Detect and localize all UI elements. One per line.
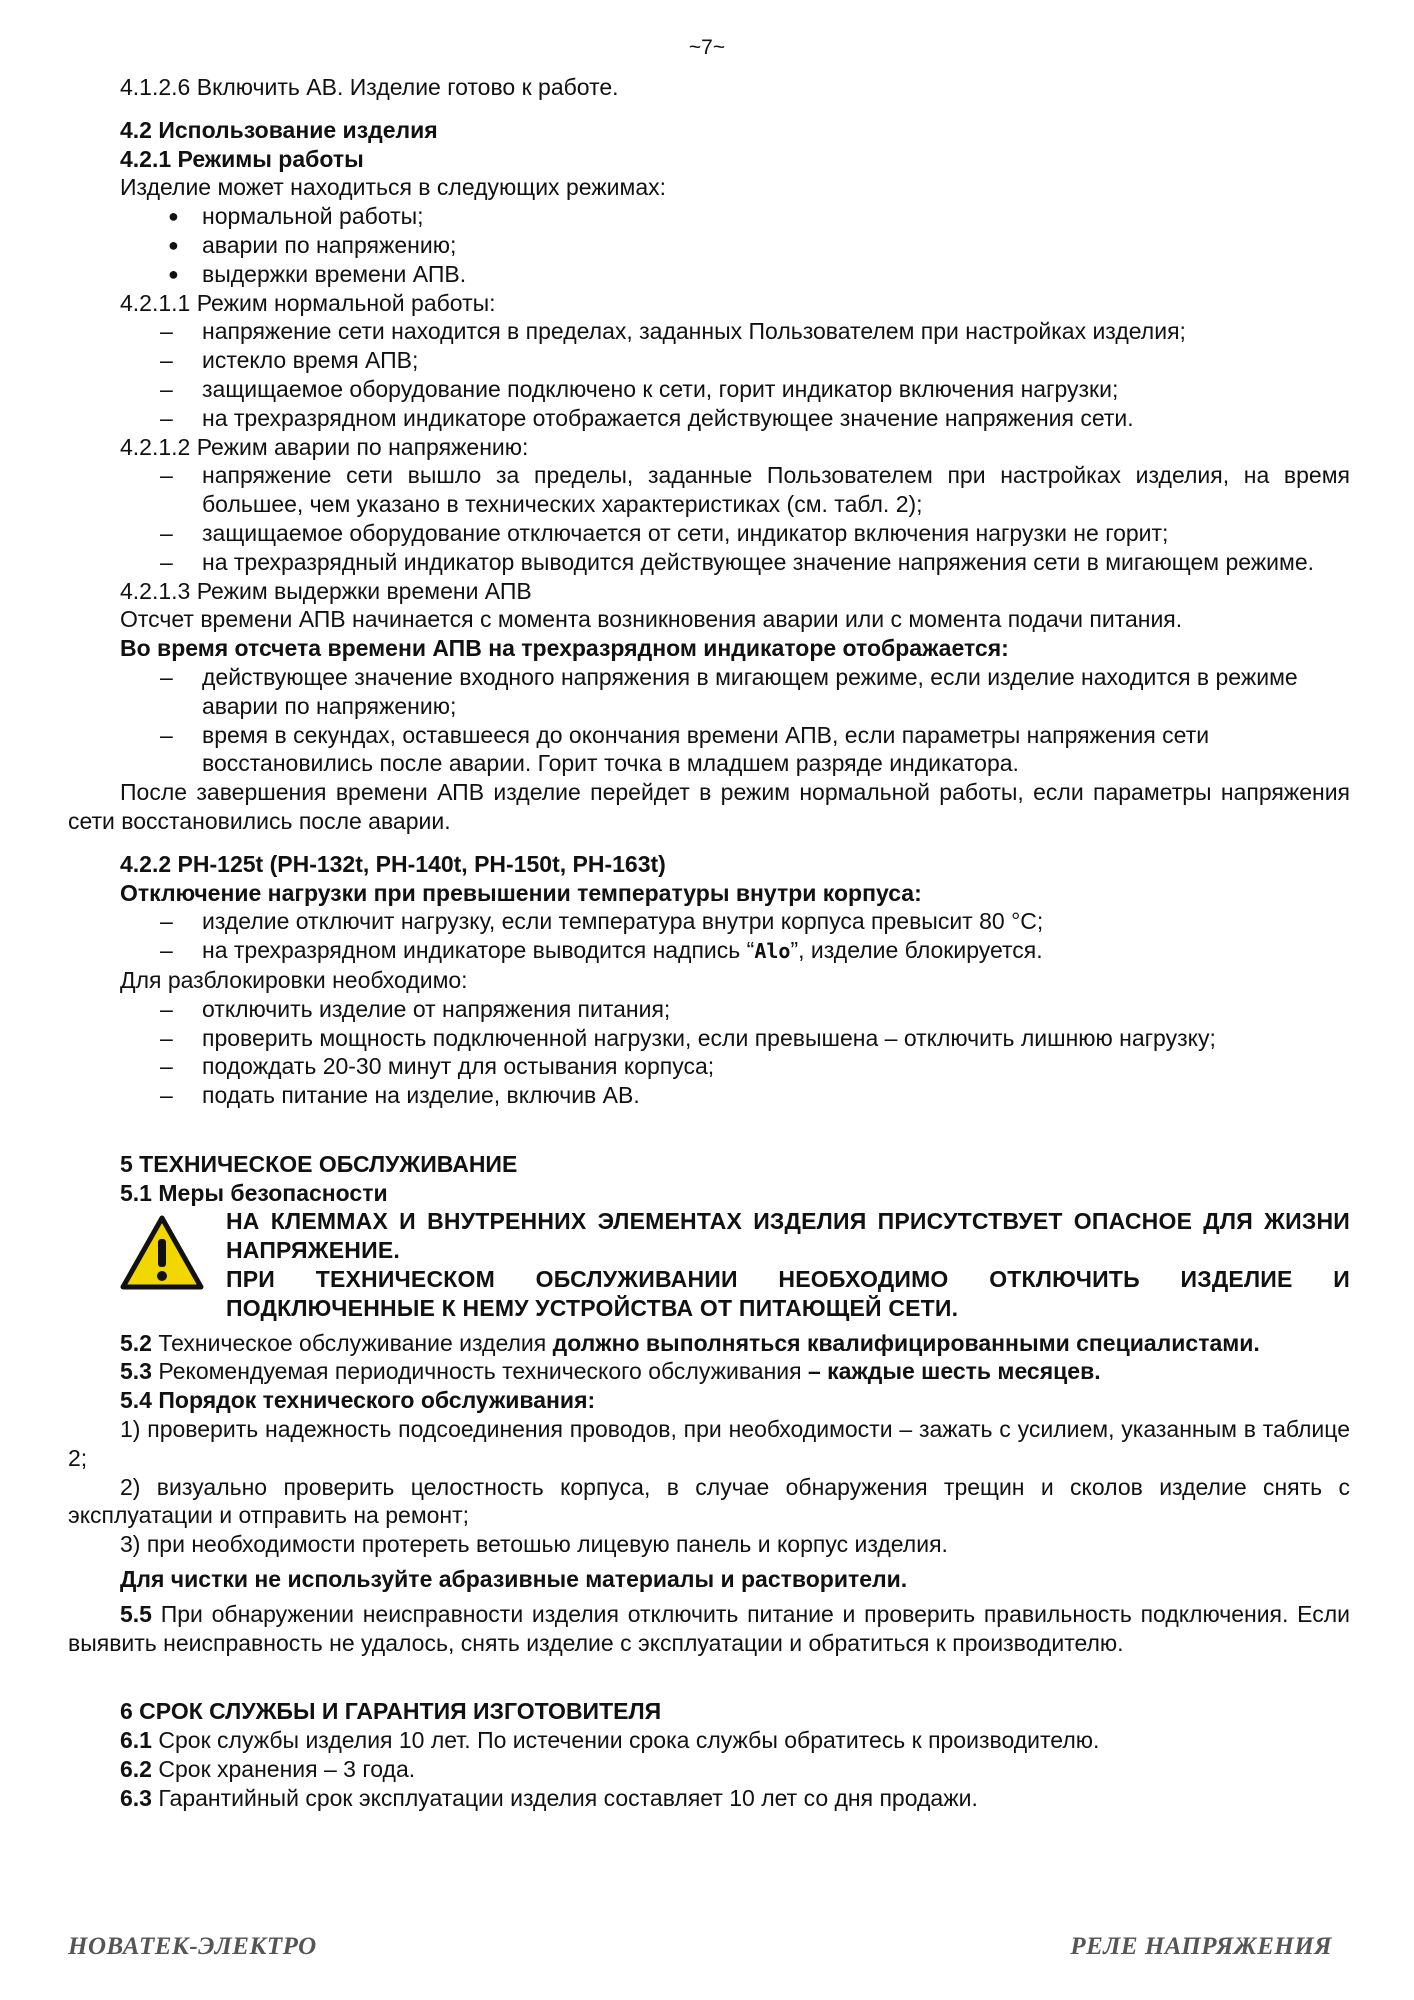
list-item: – защищаемое оборудование отключается от сети, индикатор включения нагрузки не горит; — [160, 519, 1169, 546]
warning-triangle-icon — [120, 1215, 204, 1291]
bullet-icon: ● — [168, 234, 179, 255]
list-item: – защищаемое оборудование подключено к сети, горит индикатор включения нагрузки; — [160, 375, 1119, 402]
list-item: – подождать 20-30 минут для остывания корпуса; — [160, 1053, 715, 1080]
list-item: – напряжение сети находится в пределах, заданных Пользователем при настройках изделия; — [160, 318, 1186, 345]
list-item: – напряжение сети вышло за пределы, заданные Пользователем при настройках изделия, на время большее, чем указано в технических характеристиках (см. табл. 2); — [160, 462, 1350, 518]
heading-5: 5 ТЕХНИЧЕСКОЕ ОБСЛУЖИВАНИЕ — [120, 1150, 518, 1177]
alarm-mode-title: 4.2.1.2 Режим аварии по напряжению: — [120, 433, 529, 460]
list-item: – истекло время АПВ; — [160, 347, 419, 374]
apv-text: Отсчет времени АПВ начинается с момента возникновения аварии или с момента подачи питания. — [120, 606, 1183, 633]
maintenance-step: 2) визуально проверить целостность корпуса, в случае обнаружения трещин и сколов изделие снять с эксплуатации и отправить на ремонт; — [68, 1473, 1350, 1529]
indicator-code: Alo — [754, 939, 791, 964]
heading-4-2: 4.2 Использование изделия — [120, 116, 438, 143]
list-item: – время в секундах, оставшееся до окончания времени АПВ, если параметры напряжения сети восстановились после аварии. Горит точка в младшем разряде индикатора. — [160, 721, 1210, 777]
list-item: – на трехразрядный индикатор выводится действующее значение напряжения сети в мигающем режиме. — [160, 548, 1314, 575]
list-item: – проверить мощность подключенной нагрузки, если превышена – отключить лишнюю нагрузку; — [160, 1024, 1216, 1051]
apv-mode-title: 4.2.1.3 Режим выдержки времени АПВ — [120, 577, 532, 604]
unlock-list — [120, 995, 1350, 1110]
maintenance-step: 3) при необходимости протереть ветошью лицевую панель и корпус изделия. — [120, 1531, 948, 1558]
heading-4-2-2: 4.2.2 РН-125t (РН-132t, РН-140t, РН-150t, РН-163t) — [120, 850, 666, 877]
temp-bold: Отключение нагрузки при превышении температуры внутри корпуса: — [120, 879, 922, 906]
bullet-icon: ● — [168, 263, 179, 284]
footer-company: НОВАТЕК-ЭЛЕКТРО — [68, 1933, 317, 1960]
heading-5-1: 5.1 Меры безопасности — [120, 1179, 388, 1206]
footer-product: РЕЛЕ НАПРЯЖЕНИЯ — [1070, 1933, 1332, 1960]
list-item: – подать питание на изделие, включив АВ. — [160, 1082, 640, 1109]
cleaning-warning: Для чистки не используйте абразивные материалы и растворители. — [120, 1566, 908, 1593]
section-6-2: 6.2 Срок хранения – 3 года. — [120, 1756, 416, 1783]
apv-list — [120, 663, 1350, 778]
step-4-1-2-6: 4.1.2.6 Включить АВ. Изделие готово к работе. — [120, 74, 619, 100]
normal-mode-list — [120, 317, 1350, 432]
alarm-mode-list — [120, 461, 1350, 576]
normal-mode-title: 4.2.1.1 Режим нормальной работы: — [120, 289, 496, 316]
page-content — [68, 73, 1350, 1813]
section-5-5: 5.5 При обнаружении неисправности изделия отключить питание и проверить правильность подключения. Если выявить неисправность не удалось, снять изделие с эксплуатации и обратиться к производителю. — [68, 1600, 1350, 1656]
warning-text-2: ПРИ ТЕХНИЧЕСКОМ ОБСЛУЖИВАНИИ НЕОБХОДИМО ОТКЛЮЧИТЬ ИЗДЕЛИЕ И ПОДКЛЮЧЕННЫЕ К НЕМУ УСТРОЙСТВА ОТ ПИТАЮЩЕЙ СЕТИ. — [226, 1266, 1350, 1321]
list-item: ● нормальной работы; — [168, 203, 424, 230]
list-item: – действующее значение входного напряжения в мигающем режиме, если изделие находится в режиме аварии по напряжению; — [160, 663, 1298, 719]
section-5-3: 5.3 Рекомендуемая периодичность технического обслуживания – каждые шесть месяцев. — [120, 1358, 1101, 1385]
unlock-intro: Для разблокировки необходимо: — [120, 966, 468, 993]
section-5-2: 5.2 Техническое обслуживание изделия должно выполняться квалифицированными специалистами. — [120, 1329, 1260, 1356]
warning-text-1: НА КЛЕММАХ И ВНУТРЕННИХ ЭЛЕМЕНТАХ ИЗДЕЛИЯ ПРИСУТСТВУЕТ ОПАСНОЕ ДЛЯ ЖИЗНИ НАПРЯЖЕНИЕ. — [226, 1208, 1350, 1264]
apv-after: После завершения времени АПВ изделие перейдет в режим нормальной работы, если параметры напряжения сети восстановились после аварии. — [68, 779, 1350, 834]
bullet-icon: ● — [168, 206, 179, 227]
apv-bold: Во время отсчета времени АПВ на трехразрядном индикаторе отображается: — [120, 635, 1009, 662]
section-5-4: 5.4 Порядок технического обслуживания: — [120, 1387, 596, 1414]
modes-list — [120, 202, 1350, 288]
temp-list — [120, 907, 1350, 966]
heading-4-2-1: 4.2.1 Режимы работы — [120, 145, 364, 172]
list-item: – отключить изделие от напряжения питания; — [160, 995, 671, 1022]
modes-intro: Изделие может находиться в следующих режимах: — [120, 174, 667, 201]
heading-6: 6 СРОК СЛУЖБЫ И ГАРАНТИЯ ИЗГОТОВИТЕЛЯ — [120, 1698, 662, 1725]
list-item: – на трехразрядном индикаторе выводится надпись “Alo”, изделие блокируется. — [160, 937, 1043, 964]
list-item: ● аварии по напряжению; — [168, 231, 457, 258]
page-number: ~7~ — [688, 36, 726, 59]
section-6-3: 6.3 Гарантийный срок эксплуатации изделия составляет 10 лет со дня продажи. — [120, 1784, 978, 1811]
safety-warning — [120, 1207, 1350, 1322]
maintenance-step: 1) проверить надежность подсоединения проводов, при необходимости – зажать с усилием, указанным в таблице 2; — [68, 1416, 1350, 1471]
list-item: ● выдержки времени АПВ. — [168, 260, 467, 287]
list-item: – изделие отключит нагрузку, если температура внутри корпуса превысит 80 °С; — [160, 908, 1044, 935]
section-6-1: 6.1 Срок службы изделия 10 лет. По истечении срока службы обратитесь к производителю. — [120, 1727, 1100, 1754]
list-item: – на трехразрядном индикаторе отображается действующее значение напряжения сети. — [160, 404, 1134, 431]
